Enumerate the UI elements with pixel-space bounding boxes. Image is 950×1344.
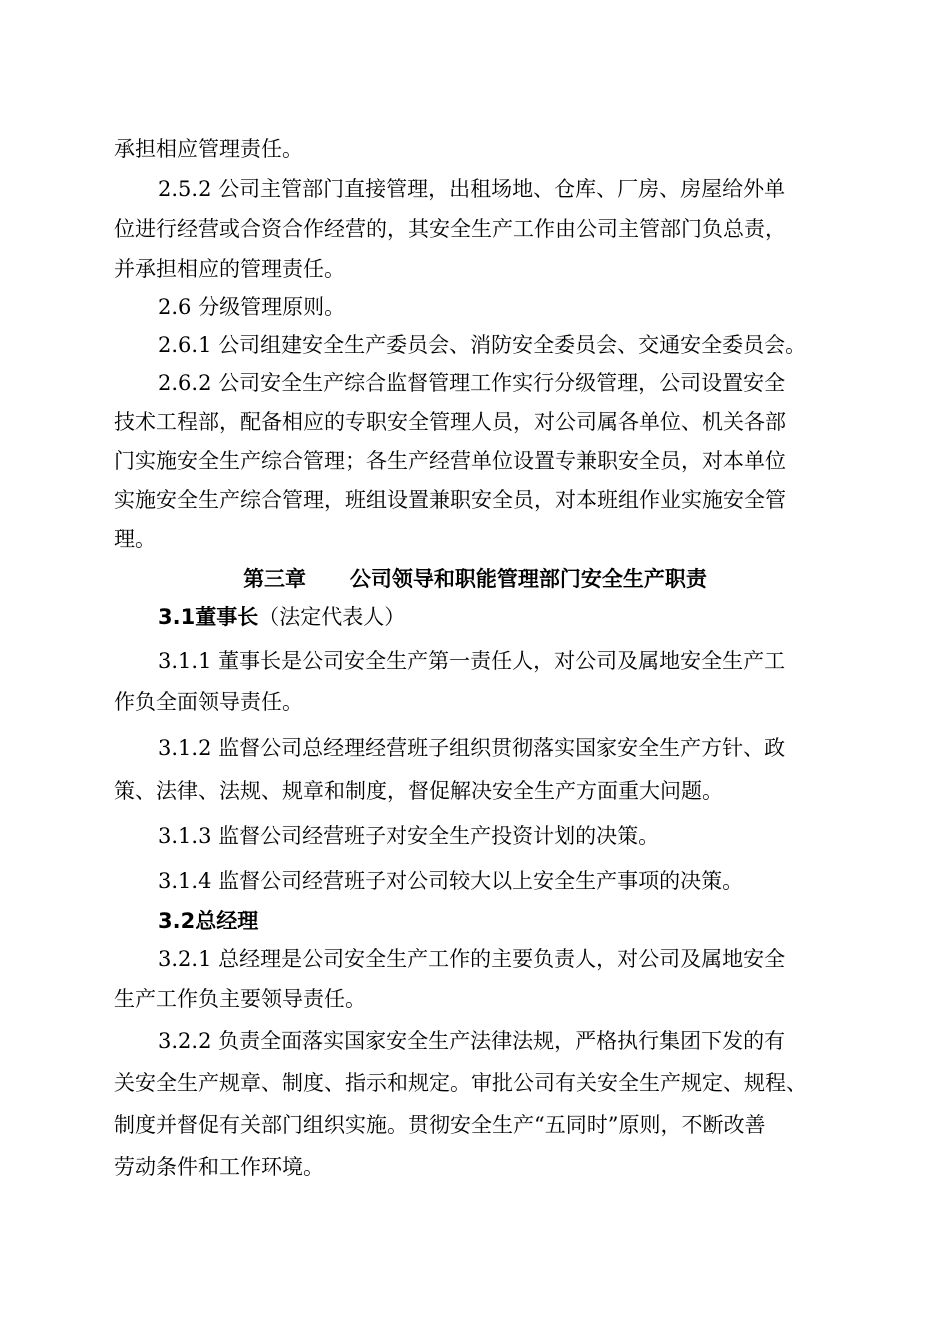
text-line: 2.5.2 公司主管部门直接管理，出租场地、仓库、厂房、房屋给外单 [158,177,786,201]
text-line: 作负全面领导责任。 [114,690,303,714]
text-line: 理。 [114,527,156,551]
text-line: 策、法律、法规、规章和制度，督促解决安全生产方面重大问题。 [114,779,723,803]
text-line: 门实施安全生产综合管理；各生产经营单位设置专兼职安全员，对本单位 [114,449,786,473]
section-title: 总经理 [195,909,259,933]
text-line: 2.6.1 公司组建安全生产委员会、消防安全委员会、交通安全委员会。 [158,333,807,357]
section-number: 3.1 [158,605,196,629]
text-line: 实施安全生产综合管理，班组设置兼职安全员，对本班组作业实施安全管 [114,488,786,512]
text-line: 位进行经营或合资合作经营的，其安全生产工作由公司主管部门负总责， [114,217,786,241]
section-title: 董事长 [195,605,259,629]
section-number: 3.2 [158,909,196,933]
text-line: 生产工作负主要领导责任。 [114,987,366,1011]
text-line: 2.6 分级管理原则。 [158,295,346,319]
text-line: 3.1.4 监督公司经营班子对公司较大以上安全生产事项的决策。 [158,869,744,893]
text-line: 并承担相应的管理责任。 [114,257,345,281]
text-line: 承担相应管理责任。 [114,137,303,161]
text-line: 劳动条件和工作环境。 [114,1155,324,1179]
section-note: （法定代表人） [258,605,406,629]
text-line: 3.1.2 监督公司总经理经营班子组织贯彻落实国家安全生产方针、政 [158,736,786,760]
text-line: 3.1.1 董事长是公司安全生产第一责任人，对公司及属地安全生产工 [158,649,786,673]
text-line: 关安全生产规章、制度、指示和规定。审批公司有关安全生产规定、规程、 [114,1071,807,1095]
text-line: 3.2.2 负责全面落实国家安全生产法律法规，严格执行集团下发的有 [158,1029,786,1053]
text-line: 技术工程部，配备相应的专职安全管理人员，对公司属各单位、机关各部 [114,410,786,434]
chapter-heading: 第三章 公司领导和职能管理部门安全生产职责 [243,567,707,591]
section-heading [158,908,258,934]
text-line: 制度并督促有关部门组织实施。贯彻安全生产“五同时”原则，不断改善 [114,1113,766,1137]
text-line: 3.1.3 监督公司经营班子对安全生产投资计划的决策。 [158,824,660,848]
text-line: 3.2.1 总经理是公司安全生产工作的主要负责人，对公司及属地安全 [158,947,786,971]
text-line: 2.6.2 公司安全生产综合监督管理工作实行分级管理，公司设置安全 [158,371,786,395]
section-heading [158,604,405,630]
